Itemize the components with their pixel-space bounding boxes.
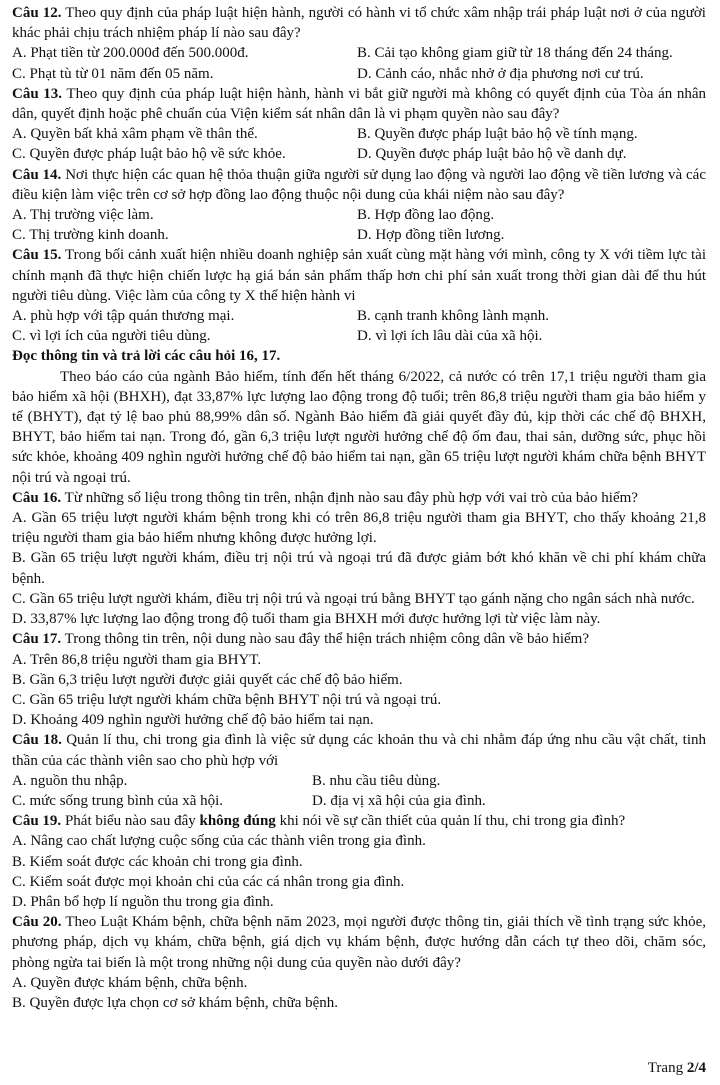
question-12-options: [12, 43, 706, 83]
question-13-number: Câu 13.: [12, 85, 63, 102]
question-18-text: Quản lí thu, chi trong gia đình là việc sử dụng các khoản thu và chi nhằm đáp ứng nhu cầu vật chất, tinh thần của các thành viên sao cho phù hợp với: [12, 732, 706, 769]
question-15-option-b: B. cạnh tranh không lành mạnh.: [357, 308, 550, 325]
question-20-option-b: B. Quyền được lựa chọn cơ sở khám bệnh, chữa bệnh.: [12, 994, 339, 1011]
section-title: Đọc thông tin và trả lời các câu hỏi 16, 17.: [12, 348, 281, 365]
page-number: [648, 1058, 706, 1078]
question-20-option-a: A. Quyền được khám bệnh, chữa bệnh.: [12, 974, 248, 991]
question-18-option-c: C. mức sống trung bình của xã hội.: [12, 792, 224, 809]
question-13-option-c: C. Quyền được pháp luật bảo hộ về sức khỏe.: [12, 146, 286, 163]
question-19-negation: không đúng: [199, 813, 276, 830]
question-13-option-a: A. Quyền bất khả xâm phạm về thân thể.: [12, 126, 258, 143]
question-16-stem: [12, 488, 706, 508]
question-14-options: [12, 205, 706, 245]
question-14-text: Nơi thực hiện các quan hệ thỏa thuận giữa người sử dụng lao động và người lao động về tiền lương và các điều kiện làm việc trên cơ sở hợp đồng lao động thuộc nội dung của khái niệm nào sau đây?: [12, 166, 706, 203]
question-12-option-b: B. Cải tạo không giam giữ từ 18 tháng đến 24 tháng.: [357, 45, 673, 62]
question-13: [12, 84, 706, 165]
question-12-option-d: D. Cảnh cáo, nhắc nhở ở địa phương nơi cư trú.: [357, 65, 644, 82]
question-16: [12, 488, 706, 629]
question-18-option-b: B. nhu cầu tiêu dùng.: [312, 772, 441, 789]
question-12: [12, 3, 706, 84]
question-18-option-a: A. nguồn thu nhập.: [12, 772, 128, 789]
page-number-label: Trang: [647, 1060, 687, 1076]
question-19-option-d: D. Phân bổ hợp lí nguồn thu trong gia đình.: [12, 893, 274, 910]
question-15-option-a: A. phù hợp với tập quán thương mại.: [12, 308, 235, 325]
question-12-text: Theo quy định của pháp luật hiện hành, người có hành vi tổ chức xâm nhập trái pháp luật nơi ở của người khác phải chịu trách nhiệm pháp lí nào sau đây?: [12, 5, 706, 42]
question-19-stem: [12, 811, 706, 831]
question-19-text-after: khi nói về sự cần thiết của quản lí thu, chi trong gia đình?: [275, 813, 626, 830]
question-19-option-b: B. Kiểm soát được các khoản chi trong gia đình.: [12, 853, 303, 870]
question-17-text: Trong thông tin trên, nội dung nào sau đây thể hiện trách nhiệm công dân về bảo hiểm?: [61, 631, 589, 648]
question-15-option-c: C. vì lợi ích của người tiêu dùng.: [12, 328, 211, 345]
question-15-number: Câu 15.: [12, 247, 62, 264]
question-20-text: Theo Luật Khám bệnh, chữa bệnh năm 2023, mọi người được thông tin, giải thích về tình trạng sức khỏe, phương pháp, dịch vụ khám, chữa bệnh, giá dịch vụ khám bệnh, được hướng dẫn cách tự theo dõi, chăm sóc, phòng ngừa tai biến là một trong những nội dung của quyền nào dưới đây?: [12, 914, 706, 971]
question-12-stem: [12, 3, 706, 43]
question-19-number: Câu 19.: [12, 813, 62, 830]
question-12-option-a: A. Phạt tiền từ 200.000đ đến 500.000đ.: [12, 45, 249, 62]
question-13-options: [12, 124, 706, 164]
question-15-options: [12, 306, 706, 346]
question-18-options: [12, 771, 706, 811]
question-17-option-d: D. Khoảng 409 nghìn người hưởng chế độ bảo hiểm tai nạn.: [12, 712, 374, 729]
page-number-value: 2/4: [686, 1060, 706, 1076]
question-16-option-d: D. 33,87% lực lượng lao động trong độ tuổi tham gia BHXH mới được hưởng lợi từ việc làm này.: [12, 611, 601, 628]
reading-passage: Theo báo cáo của ngành Bảo hiểm, tính đến hết tháng 6/2022, cả nước có trên 17,1 triệu người tham gia bảo hiểm xã hội (BHXH), đạt 33,87% lực lượng lao động trong độ tuổi; trên 86,8 triệu người tham gia bảo hiểm y tế (BHYT), đạt tỷ lệ bao phủ 88,99% dân số. Ngành Bảo hiểm đã giải quyết đầy đủ, kịp thời các chế độ BHXH, BHYT, bảo hiểm tai nạn. Trong đó, gần 6,3 triệu lượt người hưởng chế độ ốm đau, thai sản, dưỡng sức, phục hồi sức khỏe, khoảng 409 nghìn người hưởng chế độ bảo hiểm tai nạn, gần 65 triệu lượt người khám chữa bệnh BHYT nội trú và ngoại trú.: [12, 368, 706, 486]
question-18-stem: [12, 730, 706, 770]
question-17: [12, 629, 706, 730]
question-20-number: Câu 20.: [12, 914, 62, 931]
question-16-number: Câu 16.: [12, 489, 62, 506]
question-16-option-b: B. Gần 65 triệu lượt người khám, điều trị nội trú và ngoại trú đã được giảm bớt khó khăn về chi phí khám chữa bệnh.: [12, 550, 706, 587]
question-16-option-c: C. Gần 65 triệu lượt người khám, điều trị nội trú và ngoại trú bằng BHYT tạo gánh nặng cho ngân sách nhà nước.: [12, 590, 695, 607]
question-14-option-b: B. Hợp đồng lao động.: [357, 207, 495, 224]
question-17-option-c: C. Gần 65 triệu lượt người khám chữa bệnh BHYT nội trú và ngoại trú.: [12, 691, 442, 708]
question-12-number: Câu 12.: [12, 5, 62, 21]
question-13-text: Theo quy định của pháp luật hiện hành, hành vi bắt giữ người mà không có quyết định của Tòa án nhân dân, quyết định hoặc phê chuẩn của Viện kiểm sát nhân dân là vi phạm quyền nào sau đây?: [12, 85, 707, 123]
question-15-option-d: D. vì lợi ích lâu dài của xã hội.: [357, 328, 543, 345]
question-14-option-a: A. Thị trường việc làm.: [12, 207, 154, 224]
question-15-stem: [12, 245, 706, 306]
question-16-option-a: A. Gần 65 triệu lượt người khám bệnh trong khi có trên 86,8 triệu người tham gia BHYT, cho thấy khoảng 21,8 triệu người tham gia bảo hiểm nhưng không được hưởng lợi.: [12, 510, 706, 547]
question-18-option-d: D. địa vị xã hội của gia đình.: [312, 792, 486, 809]
question-17-option-b: B. Gần 6,3 triệu lượt người được giải quyết các chế độ bảo hiểm.: [12, 671, 403, 688]
question-19: [12, 811, 706, 912]
question-19-option-a: A. Nâng cao chất lượng cuộc sống của các thành viên trong gia đình.: [12, 833, 426, 850]
question-14-option-c: C. Thị trường kinh doanh.: [12, 227, 169, 244]
question-17-number: Câu 17.: [12, 631, 62, 648]
question-18-number: Câu 18.: [12, 732, 62, 749]
question-20-stem: [12, 912, 706, 973]
question-15-text: Trong bối cảnh xuất hiện nhiều doanh nghiệp sản xuất cùng mặt hàng với mình, công ty X với tiềm lực tài chính mạnh đã thực hiện chiến lược hạ giá bán sản phẩm thấp hơn chi phí sản xuất trong thời gian dài để thu hút người tiêu dùng. Việc làm của công ty X thể hiện hành vi: [12, 247, 706, 304]
question-17-stem: [12, 629, 706, 649]
question-17-option-a: A. Trên 86,8 triệu người tham gia BHYT.: [12, 651, 262, 668]
question-19-text-before: Phát biểu nào sau đây: [61, 813, 200, 830]
question-14: [12, 165, 706, 246]
question-19-option-c: C. Kiểm soát được mọi khoản chi của các cá nhân trong gia đình.: [12, 873, 405, 890]
question-18: [12, 730, 706, 811]
question-16-text: Từ những số liệu trong thông tin trên, nhận định nào sau đây phù hợp với vai trò của bảo hiểm?: [61, 489, 638, 506]
question-12-option-c: C. Phạt tù từ 01 năm đến 05 năm.: [12, 65, 214, 82]
question-15: [12, 245, 706, 346]
question-14-stem: [12, 165, 706, 205]
question-13-option-d: D. Quyền được pháp luật bảo hộ về danh dự.: [357, 146, 627, 163]
question-13-stem: [12, 84, 706, 124]
question-14-number: Câu 14.: [12, 166, 62, 183]
question-13-option-b: B. Quyền được pháp luật bảo hộ về tính mạng.: [357, 126, 638, 143]
question-14-option-d: D. Hợp đồng tiền lương.: [357, 227, 505, 244]
question-20: [12, 912, 706, 1013]
